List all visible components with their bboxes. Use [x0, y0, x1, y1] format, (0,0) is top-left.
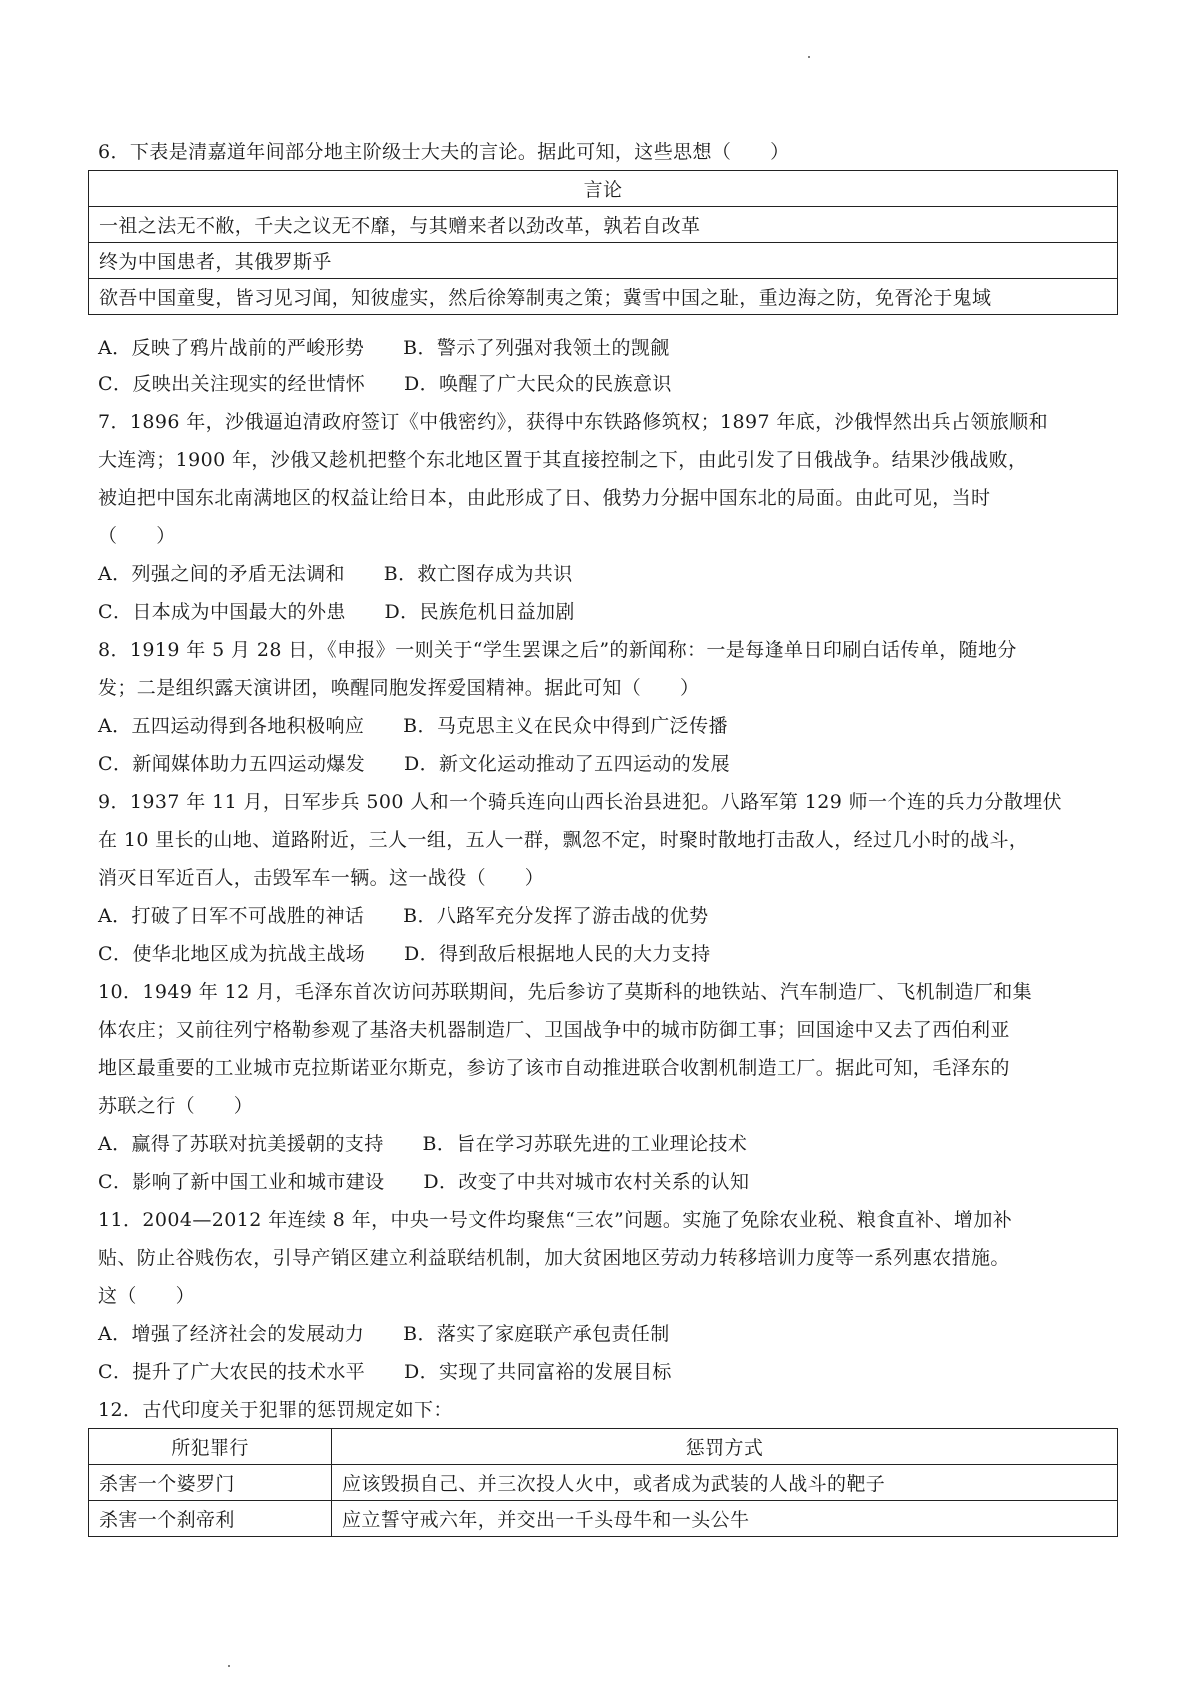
q6-options-ab: A．反映了鸦片战前的严峻形势 B．警示了列强对我领土的觊觎: [98, 337, 670, 359]
q6-stem: 6．下表是清嘉道年间部分地主阶级士大夫的言论。据此可知，这些思想（ ）: [98, 141, 790, 163]
q11-line-1: 11．2004—2012 年连续 8 年，中央一号文件均聚焦“三农”问题。实施了免除农业税、粮食直补、增加补: [98, 1209, 1013, 1231]
q10-options-cd: C．影响了新中国工业和城市建设 D．改变了中共对城市农村关系的认知: [98, 1171, 750, 1193]
q6-row-3: 欲吾中国童叟，皆习见习闻，知彼虚实，然后徐筹制夷之策；冀雪中国之耻，重边海之防，免胥沦于鬼域: [89, 279, 1118, 315]
q12-row-1-punishment: 应该毁损自己、并三次投人火中，或者成为武装的人战斗的靶子: [332, 1465, 1118, 1501]
q12-row-2-crime: 杀害一个刹帝利: [89, 1501, 332, 1537]
q12-table: [88, 1428, 1118, 1537]
q8-line-1: 8．1919 年 5 月 28 日，《申报》一则关于“学生罢课之后”的新闻称：一是每逢单日印刷白话传单，随地分: [98, 639, 1017, 661]
scan-speck: [228, 1665, 230, 1667]
q10-line-3: 地区最重要的工业城市克拉斯诺亚尔斯克，参访了该市自动推进联合收割机制造工厂。据此可知，毛泽东的: [98, 1057, 1010, 1079]
q8-options-cd: C．新闻媒体助力五四运动爆发 D．新文化运动推动了五四运动的发展: [98, 753, 730, 775]
q12-row-2-punishment: 应立誓守戒六年，并交出一千头母牛和一头公牛: [332, 1501, 1118, 1537]
q8-line-2: 发；二是组织露天演讲团，唤醒同胞发挥爱国精神。据此可知（ ）: [98, 677, 700, 699]
q8-options-ab: A．五四运动得到各地积极响应 B．马克思主义在民众中得到广泛传播: [98, 715, 728, 737]
q7-options-ab: A．列强之间的矛盾无法调和 B．救亡图存成为共识: [98, 563, 573, 585]
q11-line-3: 这（ ）: [98, 1285, 196, 1307]
q12-header-punishment: 惩罚方式: [332, 1429, 1118, 1465]
q10-options-ab: A．赢得了苏联对抗美援朝的支持 B．旨在学习苏联先进的工业理论技术: [98, 1133, 748, 1155]
q9-line-1: 9．1937 年 11 月，日军步兵 500 人和一个骑兵连向山西长治县进犯。八路军第 129 师一个连的兵力分散埋伏: [98, 791, 1063, 813]
scan-speck: [808, 56, 810, 58]
q12-row-1-crime: 杀害一个婆罗门: [89, 1465, 332, 1501]
q7-options-cd: C．日本成为中国最大的外患 D．民族危机日益加剧: [98, 601, 575, 623]
q7-line-4: （ ）: [98, 525, 176, 547]
q9-options-ab: A．打破了日军不可战胜的神话 B．八路军充分发挥了游击战的优势: [98, 905, 709, 927]
q9-options-cd: C．使华北地区成为抗战主战场 D．得到敌后根据地人民的大力支持: [98, 943, 711, 965]
q6-row-1: 一祖之法无不敝，千夫之议无不靡，与其赠来者以劲改革，孰若自改革: [89, 207, 1118, 243]
q6-row-2: 终为中国患者，其俄罗斯乎: [89, 243, 1118, 279]
q7-line-1: 7．1896 年，沙俄逼迫清政府签订《中俄密约》，获得中东铁路修筑权；1897 年底，沙俄悍然出兵占领旅顺和: [98, 411, 1048, 433]
q10-line-2: 体农庄；又前往列宁格勒参观了基洛夫机器制造厂、卫国战争中的城市防御工事；回国途中又去了西伯利亚: [98, 1019, 1010, 1041]
q11-options-cd: C．提升了广大农民的技术水平 D．实现了共同富裕的发展目标: [98, 1361, 672, 1383]
q6-options-cd: C．反映出关注现实的经世情怀 D．唤醒了广大民众的民族意识: [98, 373, 672, 395]
q9-line-3: 消灭日军近百人，击毁军车一辆。这一战役（ ）: [98, 867, 545, 889]
q10-line-1: 10．1949 年 12 月，毛泽东首次访问苏联期间，先后参访了莫斯科的地铁站、汽车制造厂、飞机制造厂和集: [98, 981, 1033, 1003]
q11-line-2: 贴、防止谷贱伤农，引导产销区建立利益联结机制，加大贫困地区劳动力转移培训力度等一系列惠农措施。: [98, 1247, 1010, 1269]
q12-stem: 12．古代印度关于犯罪的惩罚规定如下：: [98, 1399, 453, 1421]
q10-line-4: 苏联之行（ ）: [98, 1095, 254, 1117]
q12-header-crime: 所犯罪行: [89, 1429, 332, 1465]
q6-table: [88, 170, 1118, 315]
q11-options-ab: A．增强了经济社会的发展动力 B．落实了家庭联产承包责任制: [98, 1323, 670, 1345]
q9-line-2: 在 10 里长的山地、道路附近，三人一组，五人一群，飘忽不定，时聚时散地打击敌人，经过几小时的战斗，: [98, 829, 1029, 851]
q6-table-header: 言论: [89, 171, 1118, 207]
q7-line-3: 被迫把中国东北南满地区的权益让给日本，由此形成了日、俄势力分据中国东北的局面。由此可见，当时: [98, 487, 991, 509]
q7-line-2: 大连湾；1900 年，沙俄又趁机把整个东北地区置于其直接控制之下，由此引发了日俄战争。结果沙俄战败，: [98, 449, 1028, 471]
